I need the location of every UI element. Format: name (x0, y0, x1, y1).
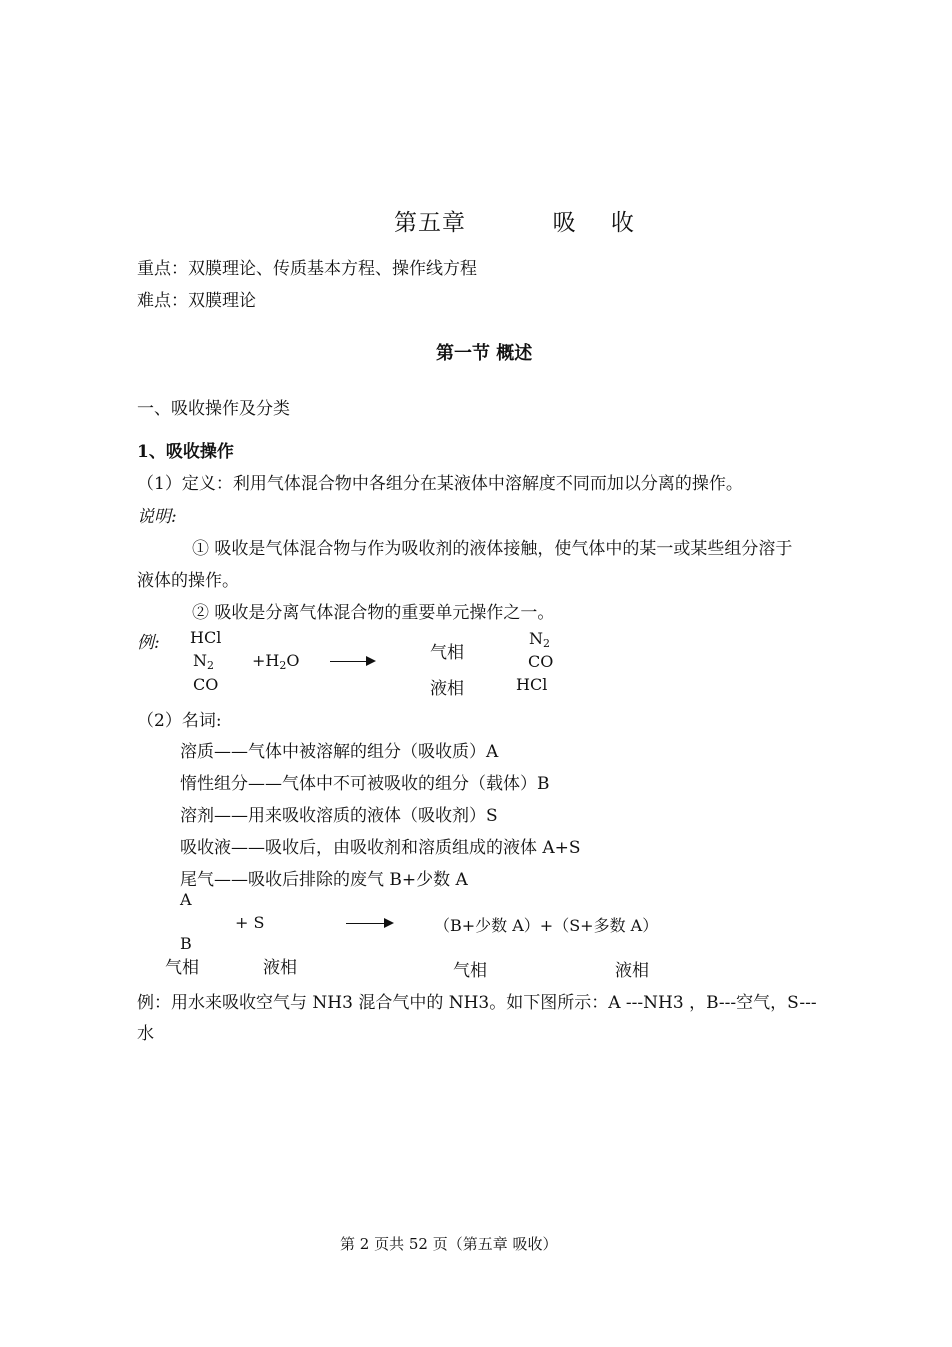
heading-2: 1、吸收操作 (137, 442, 234, 462)
eq-plus-s: + S (235, 913, 265, 932)
product-n2: $N_2$ (529, 629, 550, 650)
note-1-line-1: ① 吸收是气体混合物与作为吸收剂的液体接触，使气体中的某一或某些组分溶于 (192, 539, 793, 559)
term-inert: 惰性组分——气体中不可被吸收的组分（载体）B (180, 774, 550, 794)
gas-phase-label: 气相 (430, 643, 464, 663)
reactant-hcl: HCl (190, 628, 222, 647)
reactant-water: $+H_2O$ (252, 651, 300, 672)
reaction-arrow-1 (330, 661, 374, 662)
page-footer: 第 2 页共 52 页（第五章 吸收） (340, 1235, 558, 1253)
note-2: ② 吸收是分离气体混合物的重要单元操作之一。 (192, 603, 555, 623)
heading-1: 一、吸收操作及分类 (137, 399, 290, 419)
terms-label: （2）名词: (137, 711, 222, 731)
example-2-line-1: 例：用水来吸收空气与 NH3 混合气中的 NH3。如下图所示：A ---NH3 ，B---空气，S--- (137, 993, 817, 1013)
example-2-line-2: 水 (137, 1024, 154, 1044)
definition-line: （1）定义：利用气体混合物中各组分在某液体中溶解度不同而加以分离的操作。 (137, 474, 743, 494)
eq-a: A (180, 890, 192, 909)
example-label: 例: (137, 633, 160, 653)
eq-result: （B+少数 A）+（S+多数 A） (434, 916, 659, 935)
chapter-name: 吸 收 (552, 210, 648, 236)
eq-b: B (180, 934, 192, 953)
term-absorption-liquid: 吸收液——吸收后，由吸收剂和溶质组成的液体 A+S (180, 838, 581, 858)
product-hcl: HCl (516, 675, 548, 694)
reaction-arrow-2 (346, 923, 392, 924)
term-solvent: 溶剂——用来吸收溶质的液体（吸收剂）S (180, 806, 498, 826)
keypoint-line: 重点：双膜理论、传质基本方程、操作线方程 (137, 259, 477, 279)
liquid-phase-label: 液相 (430, 679, 464, 699)
eq-liquid-2: 液相 (615, 961, 649, 981)
chapter-title (394, 204, 648, 237)
eq-liquid-1: 液相 (263, 958, 297, 978)
section-title: 第一节 概述 (436, 343, 533, 364)
eq-gas-2: 气相 (453, 961, 487, 981)
product-co: CO (528, 652, 554, 671)
note-label: 说明: (137, 507, 177, 527)
reactant-n2: $N_2$ (193, 651, 214, 672)
reactant-co: CO (193, 675, 219, 694)
term-solute: 溶质——气体中被溶解的组分（吸收质）A (180, 742, 499, 762)
difficulty-line: 难点：双膜理论 (137, 291, 256, 311)
chapter-number: 第五章 (394, 210, 466, 236)
note-1-line-2: 液体的操作。 (137, 571, 239, 591)
eq-gas-1: 气相 (165, 958, 199, 978)
term-tail-gas: 尾气——吸收后排除的废气 B+少数 A (180, 870, 468, 890)
